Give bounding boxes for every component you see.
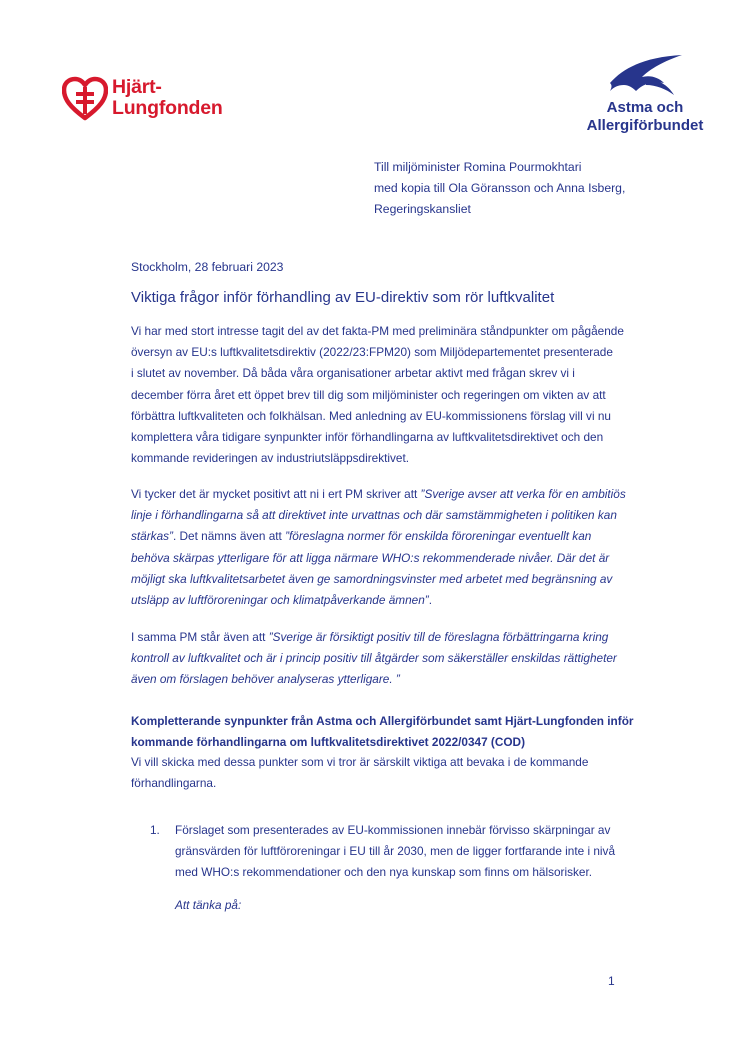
paragraph-quote-one: Vi tycker det är mycket positivt att ni i ert PM skriver att ”Sverige avser att verka för en ambitiös linje i förhandlingarna så att direktivet inte urvattnas och där samstämmigheten i politiken kan stärkas”. Det nämns även att ”föreslagna normer för enskilda föroreningar eventuellt kan behöva skärpas ytterligare för att ligga närmare WHO:s rekommenderade nivåer. Där det är möjligt ska luftkvalitetsarbetet även ge samordningsvinster med arbetet med begränsning av utsläpp av luftföroreningar och klimatpåverkande ämnen”. [131,487,626,608]
section-heading: Kompletterande synpunkter från Astma och Allergiförbundet samt Hjärt-Lungfonden inför kommande förhandlingarna om luftkvalitetsdirektivet 2022/0347 (COD) [131,714,634,750]
heart-cross-icon [62,76,108,122]
page-number: 1 [608,974,615,988]
hjart-lungfonden-logo [62,76,252,126]
hjart-lungfonden-wordmark: Hjärt- Lungfonden [112,76,223,119]
list-number: 1. [150,823,160,837]
astma-allergiforbundet-logo [582,53,712,139]
paragraph-intro: Vi har med stort intresse tagit del av det fakta-PM med preliminära ståndpunkter om pågående översyn av EU:s luftkvalitetsdirektiv (2022/23:FPM20) som Miljödepartementet presenterade i slutet av november. Då båda våra organisationer arbetar aktivt med frågan skrev vi i december förra året ett öppet brev till dig som miljöminister och regeringen om vikten av att förbättra luftkvaliteten och folkhälsan. Med anledning av EU-kommissionens förslag vill vi nu komplettera våra tidigare synpunkter inför förhandlingarna av luftkvalitetsdirektivet och den kommande revideringen av industriutsläppsdirektivet. [131,324,624,466]
addressee-block [374,157,625,220]
letter-date: Stockholm, 28 februari 2023 [131,260,284,274]
astma-allergiforbundet-wordmark: Astma och Allergiförbundet [586,99,704,134]
swallow-bird-icon [606,53,686,97]
addressee-line: med kopia till Ola Göransson och Anna Isberg, [374,181,626,195]
paragraph-quote-two: I samma PM står även att ”Sverige är försiktigt positiv till de föreslagna förbättringarna kring kontroll av luftkvalitet och är i princip positiv till åtgärder som säkerställer enskildas rättigheter även om förslagen behöver analyseras ytterligare. ” [131,630,617,687]
letter-title: Viktiga frågor inför förhandling av EU-direktiv som rör luftkvalitet [131,289,555,306]
addressee-line: Regeringskansliet [374,202,471,216]
addressee-line: Till miljöminister Romina Pourmokhtari [374,160,582,174]
note-heading: Att tänka på: [175,898,242,912]
list-item-text: Förslaget som presenterades av EU-kommissionen innebär förvisso skärpningar av gränsvärden för luftföroreningar i EU till år 2030, men de ligger fortfarande inte i nivå med WHO:s rekommendationer och den nya kunskap som finns om hälsorisker. [175,823,615,880]
paragraph-points-intro: Vi vill skicka med dessa punkter som vi tror är särskilt viktiga att bevaka i de kommande förhandlingarna. [131,755,589,791]
